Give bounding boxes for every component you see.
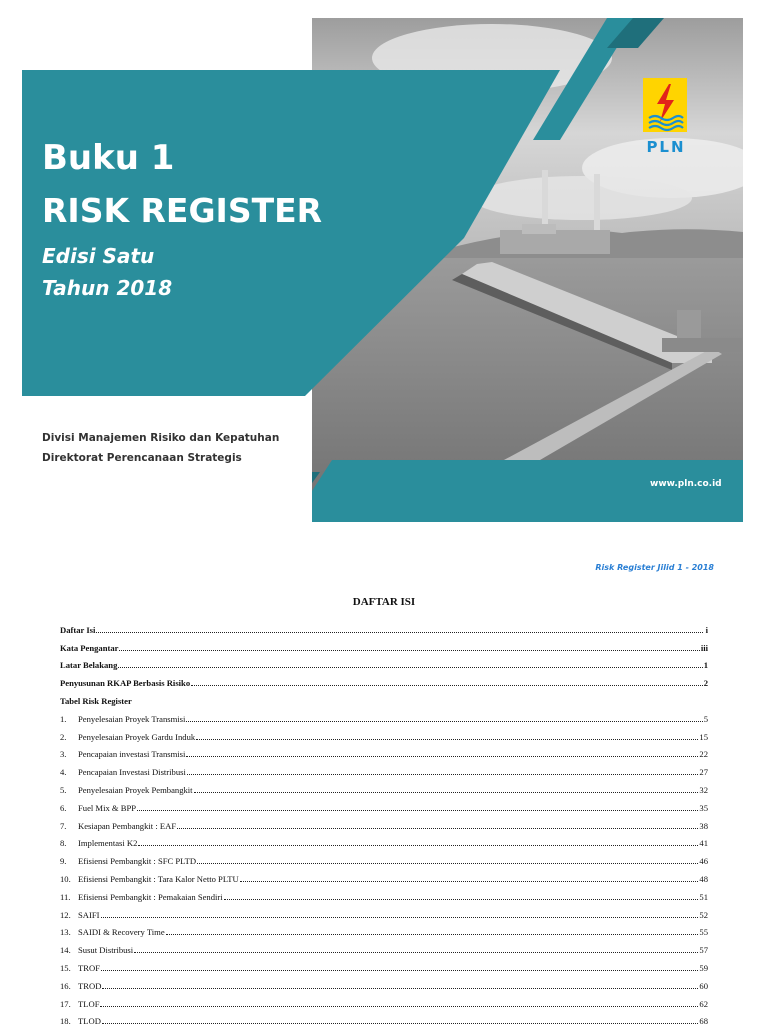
toc-entry-label bbox=[60, 856, 196, 866]
toc-entry-page: 22 bbox=[699, 749, 708, 760]
toc-entry-number: 5. bbox=[60, 784, 67, 795]
toc-entry-text: Penyusunan RKAP Berbasis Risiko bbox=[60, 678, 191, 689]
toc-entry-text: Kata Pengantar bbox=[60, 642, 119, 653]
toc-entry-text: Fuel Mix & BPP bbox=[78, 802, 137, 813]
toc-entry-page: 60 bbox=[699, 980, 708, 991]
toc-leader-dots bbox=[186, 720, 702, 722]
toc-leader-dots bbox=[196, 738, 698, 740]
logo-text: PLN bbox=[646, 138, 686, 156]
toc-entry-text: TLOF bbox=[78, 998, 100, 1009]
toc-entry-text: Tabel Risk Register bbox=[60, 695, 132, 706]
toc-entry-text: TROF bbox=[78, 962, 100, 973]
toc-entry[interactable] bbox=[60, 920, 708, 938]
toc-entry-page: 55 bbox=[699, 927, 708, 938]
toc-entry[interactable] bbox=[60, 688, 708, 706]
toc-entry-page: 41 bbox=[699, 838, 708, 849]
toc-entry-number: 8. bbox=[60, 838, 67, 849]
toc-entry-page: 5 bbox=[703, 713, 708, 724]
toc-entry-number: 11. bbox=[60, 891, 71, 902]
toc-entry-number: 7. bbox=[60, 820, 67, 831]
toc-entry[interactable] bbox=[60, 742, 708, 760]
toc-leader-dots bbox=[101, 969, 698, 971]
toc-entry-number: 14. bbox=[60, 945, 71, 956]
toc-leader-dots bbox=[194, 791, 699, 793]
table-of-contents bbox=[60, 617, 708, 1026]
toc-entry[interactable] bbox=[60, 831, 708, 849]
toc-entry-label bbox=[60, 803, 136, 813]
toc-entry-number: 16. bbox=[60, 980, 71, 991]
toc-entry-page: 52 bbox=[699, 909, 708, 920]
toc-entry[interactable] bbox=[60, 813, 708, 831]
toc-entry-number: 3. bbox=[60, 749, 67, 760]
toc-entry-page: 35 bbox=[699, 802, 708, 813]
toc-entry-number: 10. bbox=[60, 873, 71, 884]
toc-entry-label bbox=[60, 963, 100, 973]
toc-entry-label bbox=[60, 927, 165, 937]
toc-leader-dots bbox=[101, 916, 699, 918]
toc-entry-text: Daftar Isi bbox=[60, 624, 96, 635]
toc-entry-text: Penyelesaian Proyek Gardu Induk bbox=[78, 731, 196, 742]
toc-entry-label bbox=[60, 714, 185, 724]
toc-entry-page: 1 bbox=[703, 660, 708, 671]
cover-division: Divisi Manajemen Risiko dan Kepatuhan bbox=[42, 432, 280, 444]
toc-entry-label bbox=[60, 625, 95, 635]
toc-leader-dots bbox=[197, 862, 698, 864]
toc-entry-label bbox=[60, 749, 185, 759]
toc-entry-page: 62 bbox=[699, 998, 708, 1009]
toc-entry-page: 57 bbox=[699, 945, 708, 956]
toc-leader-dots bbox=[102, 1022, 698, 1024]
toc-entry-page: 15 bbox=[699, 731, 708, 742]
toc-entry[interactable] bbox=[60, 937, 708, 955]
toc-entry[interactable] bbox=[60, 670, 708, 688]
toc-entry[interactable] bbox=[60, 973, 708, 991]
toc-entry-text: TROD bbox=[78, 980, 102, 991]
toc-entry-page: 48 bbox=[699, 873, 708, 884]
toc-entry[interactable] bbox=[60, 724, 708, 742]
toc-entry-text: SAIFI bbox=[78, 909, 100, 920]
toc-entry-label bbox=[60, 910, 100, 920]
toc-entry-text: Kesiapan Pembangkit : EAF bbox=[78, 820, 177, 831]
toc-entry[interactable] bbox=[60, 635, 708, 653]
toc-leader-dots bbox=[102, 987, 698, 989]
toc-entry-page: 51 bbox=[699, 891, 708, 902]
toc-leader-dots bbox=[186, 755, 698, 757]
toc-leader-dots bbox=[187, 773, 699, 775]
toc-entry-page: iii bbox=[700, 642, 708, 653]
toc-leader-dots bbox=[166, 933, 699, 935]
toc-entry-number: 12. bbox=[60, 909, 71, 920]
toc-entry-label bbox=[60, 678, 190, 688]
toc-entry-page: 59 bbox=[699, 962, 708, 973]
toc-entry[interactable] bbox=[60, 955, 708, 973]
toc-entry-text: Penyelesaian Proyek Pembangkit bbox=[78, 784, 193, 795]
toc-entry-text: Penyelesaian Proyek Transmisi bbox=[78, 713, 186, 724]
toc-leader-dots bbox=[240, 880, 699, 882]
toc-entry[interactable] bbox=[60, 777, 708, 795]
toc-entry[interactable] bbox=[60, 1009, 708, 1026]
toc-leader-dots bbox=[100, 1005, 698, 1007]
toc-entry-number: 6. bbox=[60, 802, 67, 813]
toc-leader-dots bbox=[224, 898, 699, 900]
toc-entry-page: 27 bbox=[699, 767, 708, 778]
toc-entry-label bbox=[60, 981, 101, 991]
toc-entry-text: Pencapaian investasi Transmisi bbox=[78, 749, 186, 760]
toc-leader-dots bbox=[96, 631, 703, 633]
cover-year: Tahun 2018 bbox=[42, 276, 173, 300]
toc-entry-label bbox=[60, 767, 186, 777]
toc-entry-text: Efisiensi Pembangkit : Pemakaian Sendiri bbox=[78, 891, 223, 902]
toc-leader-dots bbox=[138, 844, 698, 846]
toc-leader-dots bbox=[118, 666, 702, 668]
toc-entry[interactable] bbox=[60, 653, 708, 671]
toc-entry[interactable] bbox=[60, 991, 708, 1009]
toc-entry[interactable] bbox=[60, 866, 708, 884]
toc-entry-text: Efisiensi Pembangkit : SFC PLTD bbox=[78, 856, 197, 867]
toc-entry-number: 18. bbox=[60, 1016, 71, 1026]
toc-entry-number: 1. bbox=[60, 713, 67, 724]
toc-entry-label bbox=[60, 838, 137, 848]
toc-entry-text: Efisiensi Pembangkit : Tara Kalor Netto PLTU bbox=[78, 873, 239, 884]
toc-entry-number: 13. bbox=[60, 927, 71, 938]
toc-entry-label bbox=[60, 874, 239, 884]
toc-entry-label bbox=[60, 1016, 101, 1026]
toc-entry-label bbox=[60, 999, 99, 1009]
toc-entry-page: 68 bbox=[699, 1016, 708, 1026]
toc-entry-page: 32 bbox=[699, 784, 708, 795]
toc-entry-number: 17. bbox=[60, 998, 71, 1009]
toc-entry-text: SAIDI & Recovery Time bbox=[78, 927, 165, 938]
toc-title: DAFTAR ISI bbox=[352, 596, 416, 608]
running-header: Risk Register Jilid 1 - 2018 bbox=[595, 563, 714, 572]
toc-entry[interactable] bbox=[60, 848, 708, 866]
toc-leader-dots bbox=[119, 649, 699, 651]
toc-entry-label bbox=[60, 785, 193, 795]
toc-entry-label bbox=[60, 821, 176, 831]
toc-entry[interactable] bbox=[60, 884, 708, 902]
toc-entry-label bbox=[60, 643, 118, 653]
toc-entry-label bbox=[60, 892, 223, 902]
cover-website: www.pln.co.id bbox=[650, 479, 722, 489]
toc-entry-label bbox=[60, 660, 117, 670]
toc-entry-text: Latar Belakang bbox=[60, 660, 118, 671]
toc-entry-page: 46 bbox=[699, 856, 708, 867]
toc-leader-dots bbox=[191, 684, 703, 686]
toc-entry[interactable] bbox=[60, 902, 708, 920]
cover-directorate: Direktorat Perencanaan Strategis bbox=[42, 452, 242, 464]
toc-leader-dots bbox=[137, 809, 698, 811]
toc-entry[interactable] bbox=[60, 617, 708, 635]
toc-entry-number: 15. bbox=[60, 962, 71, 973]
cover bbox=[22, 18, 743, 522]
toc-entry-number: 2. bbox=[60, 731, 67, 742]
toc-entry-page: 2 bbox=[703, 678, 708, 689]
toc-entry-text: TLOD bbox=[78, 1016, 101, 1026]
toc-entry-label bbox=[60, 696, 132, 706]
toc-entry-number: 4. bbox=[60, 767, 67, 778]
toc-entry-label bbox=[60, 945, 133, 955]
toc-entry-page: 38 bbox=[699, 820, 708, 831]
toc-entry-page: i bbox=[705, 624, 708, 635]
cover-edition: Edisi Satu bbox=[42, 244, 155, 268]
cover-title-line1: Buku 1 bbox=[42, 138, 175, 178]
toc-entry-label bbox=[60, 732, 195, 742]
toc-entry-text: Susut Distribusi bbox=[78, 945, 134, 956]
toc-entry[interactable] bbox=[60, 795, 708, 813]
toc-entry-text: Pencapaian Investasi Distribusi bbox=[78, 767, 186, 778]
toc-entry-number: 9. bbox=[60, 856, 67, 867]
toc-entry-text: Implementasi K2 bbox=[78, 838, 138, 849]
cover-title-line2: RISK REGISTER bbox=[42, 191, 323, 230]
toc-entry[interactable] bbox=[60, 759, 708, 777]
toc-entry[interactable] bbox=[60, 706, 708, 724]
toc-leader-dots bbox=[134, 951, 698, 953]
toc-leader-dots bbox=[177, 827, 698, 829]
